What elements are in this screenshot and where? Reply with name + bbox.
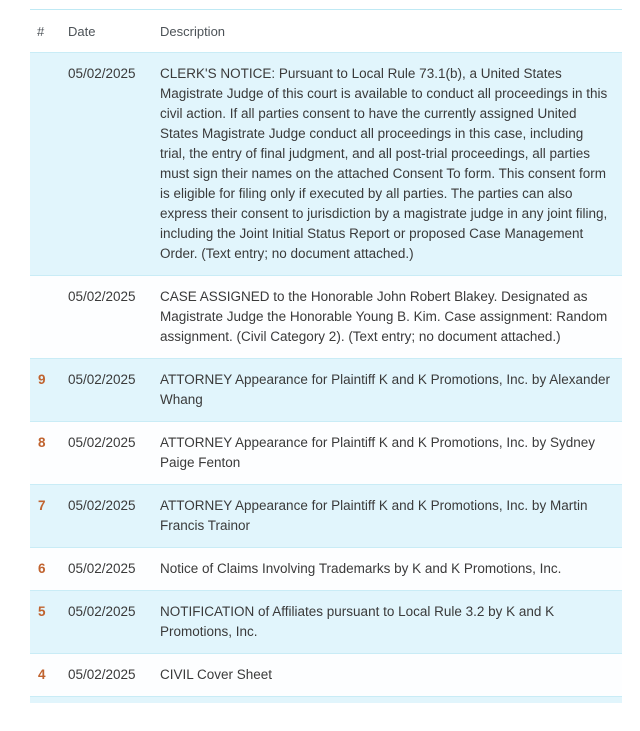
column-header-date: Date bbox=[68, 23, 96, 39]
docket-entry-number-link[interactable]: 9 bbox=[38, 372, 46, 387]
docket-entry-date: 05/02/2025 bbox=[68, 372, 136, 387]
column-header-description: Description bbox=[160, 23, 226, 39]
docket-entry-number-link[interactable]: 5 bbox=[38, 604, 46, 619]
previous-row-cut-edge bbox=[30, 0, 622, 10]
table-row bbox=[30, 653, 622, 696]
docket-entry-date: 05/02/2025 bbox=[68, 435, 136, 450]
docket-entry-date: 05/02/2025 bbox=[68, 66, 136, 81]
docket-entry-description: CASE ASSIGNED to the Honorable John Robert Blakey. Designated as Magistrate Judge the Honorable Young B. Kim. Case assignment: Random assignment. (Civil Category 2). (Text entry; no document attached.) bbox=[160, 289, 608, 344]
docket-entry-number-link[interactable]: 7 bbox=[38, 498, 46, 513]
docket-entry-description: ATTORNEY Appearance for Plaintiff K and K Promotions, Inc. by Alexander Whang bbox=[160, 372, 610, 407]
docket-entry-description: Notice of Claims Involving Trademarks by K and K Promotions, Inc. bbox=[160, 561, 562, 576]
table-row bbox=[30, 590, 622, 653]
docket-entry-date: 05/02/2025 bbox=[68, 498, 136, 513]
docket-entry-description: CLERK'S NOTICE: Pursuant to Local Rule 73.1(b), a United States Magistrate Judge of this court is available to conduct all proceedings in this civil action. If all parties consent to have the currently assigned United States Magistrate Judge conduct all proceedings in this case, including trial, the entry of final judgment, and all post-trial proceedings, all parties must sign their names on the attached Consent To form. This consent form is eligible for filing only if executed by all parties. The parties can also express their consent to jurisdiction by a magistrate judge in any joint filing, including the Joint Initial Status Report or proposed Case Management Order. (Text entry; no document attached.) bbox=[160, 66, 608, 261]
docket-entry-number-link[interactable]: 8 bbox=[38, 435, 46, 450]
column-header-number: # bbox=[37, 23, 45, 39]
docket-entry-number-link[interactable]: 4 bbox=[38, 667, 46, 682]
table-row bbox=[30, 358, 622, 421]
table-row bbox=[30, 52, 622, 275]
next-row-cut-edge bbox=[30, 696, 622, 703]
docket-entry-description: ATTORNEY Appearance for Plaintiff K and K Promotions, Inc. by Martin Francis Trainor bbox=[160, 498, 588, 533]
table-row bbox=[30, 547, 622, 590]
docket-entry-description: CIVIL Cover Sheet bbox=[160, 667, 273, 682]
table-header bbox=[30, 10, 622, 52]
docket-entry-date: 05/02/2025 bbox=[68, 667, 136, 682]
docket-entry-number-link[interactable]: 6 bbox=[38, 561, 46, 576]
docket-entry-description: NOTIFICATION of Affiliates pursuant to Local Rule 3.2 by K and K Promotions, Inc. bbox=[160, 604, 555, 639]
docket-entry-date: 05/02/2025 bbox=[68, 561, 136, 576]
table-row bbox=[30, 421, 622, 484]
docket-entry-date: 05/02/2025 bbox=[68, 604, 136, 619]
docket-table bbox=[30, 0, 622, 703]
docket-entry-description: ATTORNEY Appearance for Plaintiff K and K Promotions, Inc. by Sydney Paige Fenton bbox=[160, 435, 595, 470]
table-row bbox=[30, 275, 622, 358]
docket-entry-date: 05/02/2025 bbox=[68, 289, 136, 304]
table-row bbox=[30, 484, 622, 547]
